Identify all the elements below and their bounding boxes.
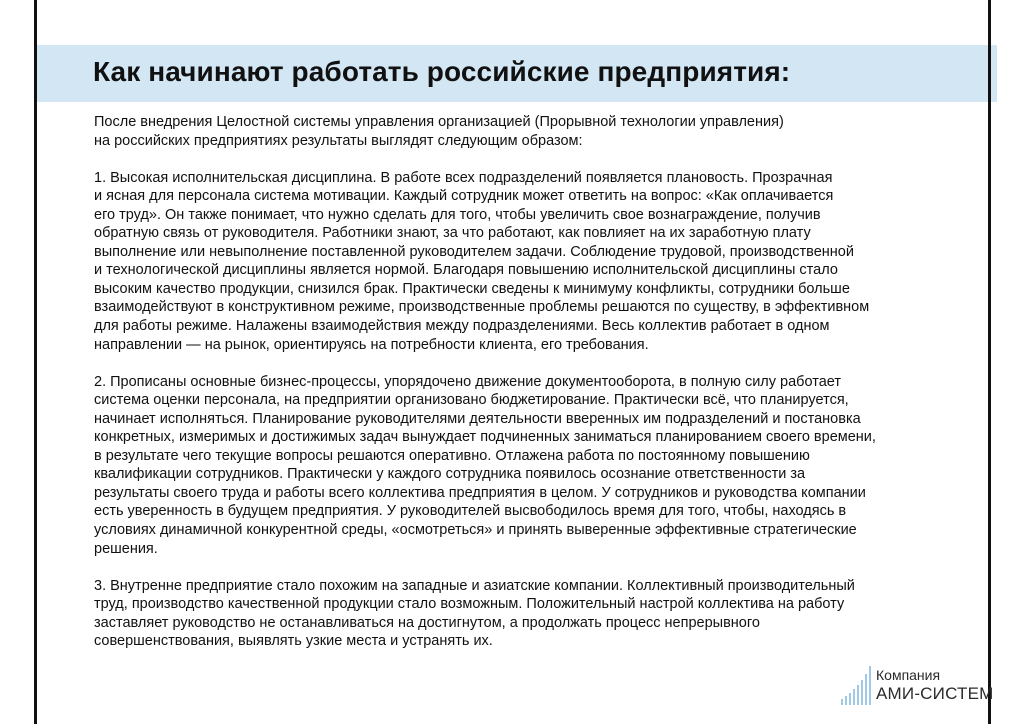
text-line: совершенствования, выявлять узкие места и устранять их. (94, 633, 493, 650)
text-line: в результате чего текущие вопросы решаются оперативно. Отлажена работа по постоянному повышению (94, 447, 810, 464)
text-line: условиях динамичной конкурентной среды, «осмотреться» и принять выверенные эффективные стратегические (94, 522, 857, 539)
logo-wordmark (876, 667, 993, 704)
company-logo (840, 658, 994, 706)
text-line: для работы режиме. Налажены взаимодействия между подразделениями. Весь коллектив работает в одном (94, 318, 830, 335)
title-band-edge (991, 45, 997, 102)
text-line: и ясная для персонала система мотивации. Каждый сотрудник может ответить на вопрос: «Как оплачивается (94, 188, 834, 205)
body-text (94, 113, 964, 651)
right-border-line (988, 0, 991, 724)
logo-line-name: АМИ-СИСТЕМ (876, 684, 994, 703)
bar-growth-logo-icon (840, 658, 874, 706)
text-line: конкретных, измеримых и достижимых задач вынуждает подчиненных заниматься планированием своего времени, (94, 429, 876, 446)
text-line: труд, производство качественной продукции стало возможным. Положительный настрой коллектива на работу (94, 596, 845, 613)
text-line: заставляет руководство не останавливаться на достигнутом, а продолжать процесс непрерывного (94, 614, 760, 631)
text-line: его труд». Он также понимает, что нужно сделать для того, чтобы увеличить свое вознаграждение, получив (94, 206, 821, 223)
point-2-paragraph (94, 373, 964, 558)
point-1-paragraph (94, 169, 964, 354)
point-3-paragraph (94, 577, 964, 651)
text-line: есть уверенность в будущем предприятия. У руководителей высвободилось время для того, чтобы, находясь в (94, 503, 847, 520)
text-line: решения. (94, 540, 158, 557)
text-line: и технологической дисциплины является нормой. Благодаря повышению исполнительской дисциплины стало (94, 262, 838, 279)
text-line: 1. Высокая исполнительская дисциплина. В работе всех подразделений появляется плановость. Прозрачная (94, 169, 833, 186)
text-line: квалификации сотрудников. Практически у каждого сотрудника появилось осознание ответственности за (94, 466, 806, 483)
text-line: выполнение или невыполнение поставленной руководителем задачи. Соблюдение трудовой, производственной (94, 243, 854, 260)
text-line: начинает исполняться. Планирование руководителями деятельности вверенных им подразделений и постановка (94, 410, 861, 427)
logo-line-company: Компания (876, 667, 941, 683)
text-line: результаты своего труда и работы всего коллектива предприятия в целом. У сотрудников и руководства компании (94, 484, 866, 501)
intro-paragraph (94, 113, 964, 150)
page-title: Как начинают работать российские предприятия: (93, 56, 791, 87)
text-line: 3. Внутренне предприятие стало похожим на западные и азиатские компании. Коллективный производительный (94, 577, 855, 594)
text-line: 2. Прописаны основные бизнес-процессы, упорядочено движение документооборота, в полную силу работает (94, 373, 841, 390)
text-line: система оценки персонала, на предприятии организовано бюджетирование. Практически всё, что планируется, (94, 392, 849, 409)
text-line: обратную связь от руководителя. Работники знают, за что работают, как повлияет на их заработную плату (94, 225, 811, 242)
text-line: на российских предприятиях результаты выглядят следующим образом: (94, 132, 583, 149)
text-line: После внедрения Целостной системы управления организацией (Прорывной технологии управления) (94, 114, 784, 130)
text-line: направлении — на рынок, ориентируясь на потребности клиента, его требования. (94, 336, 649, 353)
left-border-line (34, 0, 37, 724)
text-line: взаимодействуют в конструктивном режиме, производственные проблемы решаются по существу, в эффективном (94, 299, 870, 316)
text-line: высоким качество продукции, снизился брак. Практически сведены к минимуму конфликты, сотрудники больше (94, 280, 850, 297)
